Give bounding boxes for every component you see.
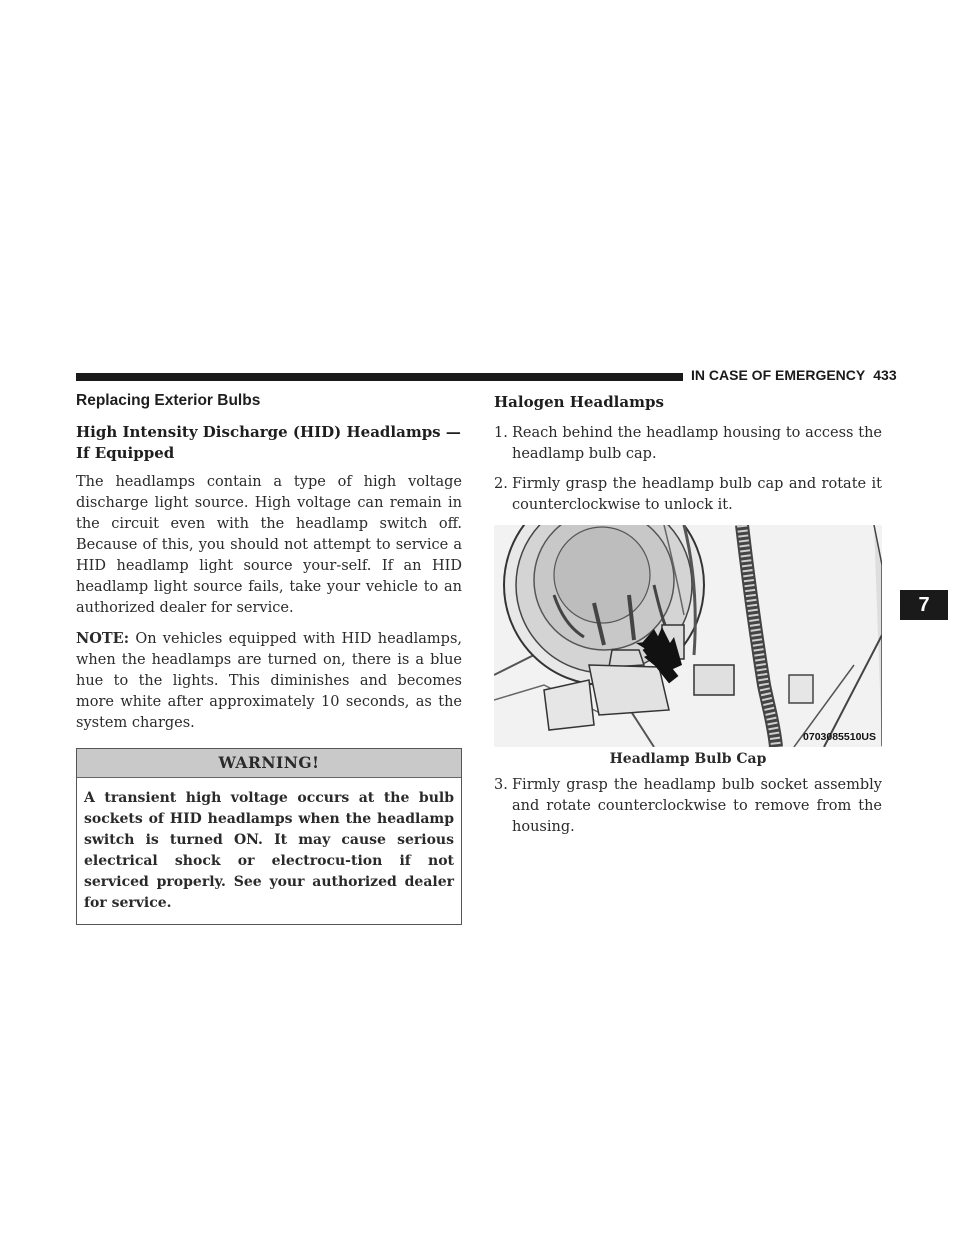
- note-paragraph: [76, 628, 462, 734]
- hid-subtitle: High Intensity Discharge (HID) Headlamps — If Equipped: [76, 423, 461, 462]
- warning-box: [76, 748, 462, 925]
- steps-list-continued: [494, 775, 882, 838]
- note-label: NOTE:: [76, 630, 130, 647]
- running-header: [691, 367, 897, 383]
- page-number: 433: [873, 367, 897, 383]
- section-title: Replacing Exterior Bulbs: [76, 392, 261, 409]
- halogen-subtitle: Halogen Headlamps: [494, 393, 664, 411]
- step-3: 3. Firmly grasp the headlamp bulb socket assembly and rotate counterclockwise to remove from the housing.: [494, 777, 882, 835]
- header-section: IN CASE OF EMERGENCY: [691, 367, 866, 383]
- steps-list: [494, 423, 882, 516]
- warning-text: A transient high voltage occurs at the bulb sockets of HID headlamps when the headlamp switch is turned ON. It may cause serious electrical shock or electrocu-tion if not serviced properly. See your authorized dealer for service.: [84, 790, 454, 911]
- right-column: [494, 392, 882, 847]
- headlamp-bulb-cap-illustration: [494, 525, 882, 747]
- warning-title: WARNING!: [77, 749, 461, 778]
- figure-caption: Headlamp Bulb Cap: [609, 751, 767, 767]
- hid-paragraph: The headlamps contain a type of high voltage discharge light source. High voltage can remain in the circuit even with the headlamp switch off. Because of this, you should not attempt to service a HID headlamp light source your-self. If an HID headlamp light source fails, take your vehicle to an authorized dealer for service.: [76, 474, 462, 616]
- step-1: 1. Reach behind the headlamp housing to access the headlamp bulb cap.: [494, 425, 882, 462]
- step-2: 2. Firmly grasp the headlamp bulb cap and rotate it counterclockwise to unlock it.: [494, 476, 882, 513]
- illustration-drawing: [494, 525, 882, 747]
- left-column: [76, 392, 462, 925]
- chapter-tab: 7: [900, 590, 948, 620]
- note-text: On vehicles equipped with HID headlamps, when the headlamps are turned on, there is a blue hue to the lights. This diminishes and becomes more white after approximately 10 seconds, as the system charges.: [76, 631, 462, 731]
- figure-code: 0703085510US: [803, 731, 876, 743]
- header-rule: [76, 373, 683, 381]
